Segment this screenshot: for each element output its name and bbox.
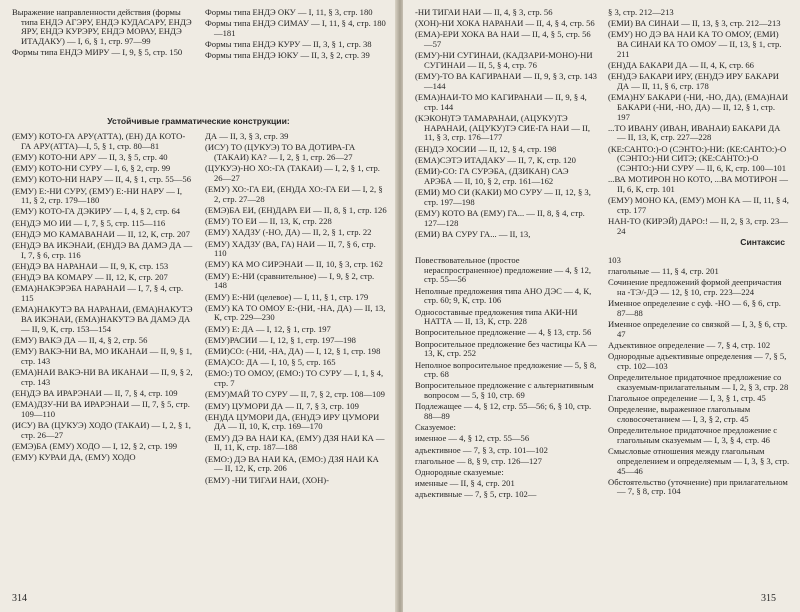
index-entry: Обстоятельство (уточнение) при прилагательном — 7, § 8, стр. 104: [608, 476, 788, 497]
index-entry: 103: [608, 255, 621, 265]
index-entry: Именное определение с суф. -НО — 6, § 6, стр. 87—88: [608, 298, 781, 319]
index-entry: (ЕМУ) КУРАИ ДА, (ЕМУ) ХОДО: [12, 452, 136, 463]
index-entry: (ЕМУ) Е:-НИ СУРУ, (ЕМУ) Е:-НИ НАРУ — I, 11, § 2, стр. 179—180: [12, 185, 183, 206]
index-entry: (ЕМУ)-ТО ВА КАГИРАНАИ — II, 9, § 3, стр. 143—144: [415, 71, 597, 91]
index-entry: адъективное — 7, § 3, стр. 101—102: [415, 444, 548, 455]
index-entry: (ЕМУ) ВАКЭ-НИ ВА, МО ИКАНАИ — II, 9, § 1, стр. 143: [12, 346, 193, 366]
index-entry: (ЕМА)НАИ ВАКЭ-НИ ВА ИКАНАИ — II, 9, § 2, стр. 143: [12, 366, 193, 387]
index-entry: (ЕМУ) ДЭ ВА НАИ КА, (ЕМУ) ДЗЯ НАИ КА — II, 11, К, стр. 187—188: [205, 432, 385, 453]
index-entry: (ЕН)ДЭ ВА ИРАРЭНАИ — II, 7, § 4, стр. 109: [12, 387, 178, 398]
index-entry: (ЕМИ) ВА СУРУ ГА... — II, 13,: [415, 228, 531, 239]
index-entry: Определение, выраженное глагольным словосочетанием — I, 3, § 2, стр. 45: [608, 404, 751, 425]
index-entry: именные — II, § 4, стр. 201: [415, 478, 515, 489]
index-entry: (ЕМЭ)БА ЕИ, (ЕН)ДАРА ЕИ — II, 8, § 1, стр. 126: [205, 204, 387, 215]
index-entry: Сочинение предложений формой деепричастия на -ТЭ/-ДЭ — 12, § 10, стр. 223—224: [608, 277, 782, 298]
index-entry: (ЕН)ДЭ ВА КОМАРУ — II, 12, К, стр. 207: [12, 272, 168, 283]
index-entry: Вопросительное предложение без частицы КА — 13, К, стр. 252: [415, 338, 597, 359]
index-entry: глагольное — 8, § 9, стр. 126—127: [415, 455, 542, 466]
left-page: [0, 0, 397, 612]
index-entry: (ЦУКУЭ)-НО ХО:-ГА (ТАКАИ) — I, 2, § 1, стр. 26—27: [205, 163, 380, 183]
index-entry: (ЕМА)НУ БАКАРИ (-НИ, -НО, ДА), (ЕМА)НАИ БАКАРИ (-НИ, -НО, ДА) — II, 12, § 1, стр. 197: [608, 92, 789, 122]
index-entry: Определительное придаточное предложение со сказуемым-прилагательным — I, 2, § 3, стр. 28: [608, 372, 789, 392]
index-entry: (ЕМА)СЭТЭ ИТАДАКУ — II, 7, К, стр. 120: [415, 154, 576, 165]
index-entry: (ЕН)ДА ЦУМОРИ ДА, (ЕН)ДЭ ИРУ ЦУМОРИ ДА — II, 10, К, стр. 169—170: [205, 411, 380, 432]
index-entry: (ЕМУ) Е:-НИ (сравнительное) — I, 9, § 2, стр. 148: [205, 270, 375, 291]
index-entry: (ЕМИ)СО: (-НИ, -НА, ДА) — I, 12, § 1, стр. 198: [205, 346, 381, 357]
right-lower-column-1: [415, 256, 597, 502]
index-entry: (ЕМО:) ДЭ ВА НАИ КА, (ЕМО:) ДЗЯ НАИ КА — II, 12, К, стр. 206: [205, 453, 379, 474]
index-entry: (ЕН)ДЭ МО ИИ — I, 7, § 5, стр. 115—116: [12, 217, 166, 228]
index-entry: (КЕ:САНТО:)-О (СЭНТО:)-НИ: (КЕ:САНТО:)-О (СЭНТО:)-НИ СИТЭ; (КЕ:САНТО:)-О (СЭНТО:)-НИ СУРУ — II, 6, К, стр. 100—101: [608, 143, 787, 174]
index-entry: (ЕН)ДЭ ВА ИКЭНАИ, (ЕН)ДЭ ВА ДАМЭ ДА — I, 7, § 6, стр. 116: [12, 240, 193, 260]
index-entry: Вопросительное предложение — 4, § 13, стр. 56: [415, 327, 592, 338]
index-entry: (ЕМИ)-СО: ГА СУРЭБА, (ДЗИКАН) САЭ АРЭБА — II, 10, § 2, стр. 161—162: [415, 166, 569, 186]
index-entry: НАН-ТО (КИРЭЙ) ДАРО:! — II, 2, § 3, стр. 23—24: [608, 216, 788, 236]
page-number-left: 314: [12, 593, 27, 604]
left-column-2: [205, 132, 387, 487]
index-entry: Однородные адъективные определения — 7, § 5, стр. 102—103: [608, 351, 787, 372]
index-entry: адъективные — 7, § 5, стр. 102—: [415, 489, 537, 500]
right-page: [403, 0, 800, 612]
index-entry: (ЕМУ) ЦУМОРИ ДА — II, 7, § 3, стр. 109: [205, 400, 359, 411]
index-entry: (ЕМУ) КОТО-ГА АРУ(АТТА), (ЕН) ДА КОТО-ГА АРУ(АТТА)—I, 5, § 1, стр. 80—81: [12, 131, 186, 151]
index-entry: Односоставные предложения типа АКИ-НИ НАТТА — II, 13, К, стр. 228: [415, 306, 578, 327]
index-entry: (ЕМА)ДЗУ-НИ ВА ИРАРЭНАИ — II, 7, § 5, стр. 109—110: [12, 399, 190, 419]
index-entry: (ЕМУ) КОТО-ГА ДЭКИРУ — I, 4, § 2, стр. 64: [12, 206, 181, 217]
page-number-right: 315: [761, 593, 776, 604]
index-entry: Формы типа ЕНДЭ ОКУ — I, 11, § 3, стр. 180: [205, 7, 373, 17]
index-entry: (ЕМУ)РАСИИ — I, 12, § 1, стр. 197—198: [205, 334, 356, 345]
index-entry: (ЕМА)-ЕРИ ХОКА ВА НАИ — II, 4, § 5, стр. 56—57: [415, 29, 591, 50]
index-entry: (ЕМА)НАКУТЭ ВА НАРАНАИ, (ЕМА)НАКУТЭ ВА ИКЭНАИ, (ЕМА)НАКУТЭ ВА ДАМЭ ДА — II, 9, К, стр. 153—154: [12, 304, 193, 334]
index-entry: (ХОН)-НИ ХОКА НАРАНАИ — II, 4, § 4, стр. 56: [415, 18, 595, 29]
index-entry: Неполное вопросительное предложение — 5, § 8, стр. 68: [415, 359, 597, 380]
section-title-constructions: Устойчивые грамматические конструкции:: [107, 116, 290, 126]
index-entry: Формы типа ЕНДЭ ЮКУ — II, 3, § 2, стр. 39: [205, 50, 370, 61]
index-entry: (ЕМУ) КОТО-НИ СУРУ — I, 6, § 2, стр. 99: [12, 163, 171, 174]
index-entry: (ЕМИ) ВА СИНАИ — II, 13, § 3, стр. 212—213: [608, 18, 781, 29]
index-entry: (ЕМА)НАИ-ТО МО КАГИРАНАИ — II, 9, § 4, стр. 144: [415, 92, 587, 112]
index-entry: (ЕМИ) МО СИ (КАКИ) МО СУРУ — II, 12, § 3, стр. 197—198: [415, 186, 591, 207]
index-entry: (КЭКОН)ТЭ ТАМАРАНАИ, (АЦУКУ)ТЭ НАРАНАИ, (АЦУКУ)ТЭ СИЕ-ГА НАИ — II, 11, § 3, стр. 176—177: [415, 113, 590, 143]
index-entry: Формы типа ЕНДЭ МИРУ — I, 9, § 5, стр. 150: [12, 47, 183, 58]
index-entry: Глагольное определение — I, 3, § 1, стр. 45: [608, 393, 766, 404]
index-entry: (ЕМУ) Е:-НИ (целевое) — I, 11, § 1, стр. 179: [205, 291, 369, 302]
index-entry: (ЕН)ДЭ МО КАМАВАНАИ — II, 12, К, стр. 207: [12, 228, 190, 239]
index-entry: Повествовательное (простое нераспространенное) предложение — 4, § 12, стр. 55—56: [415, 255, 592, 285]
index-entry: ...ТО ИВАНУ (ИВАН, ИВАНАИ) БАКАРИ ДА — II, 13, К, стр. 227—228: [608, 122, 781, 143]
index-entry: (ЕМУ) ХАДЗУ (-НО, ДА) — II, 2, § 1, стр. 22: [205, 227, 372, 238]
index-entry: (ЕМУ) НО ДЭ ВА НАИ КА ТО ОМОУ, (ЕМИ) ВА СИНАИ КА ТО ОМОУ — II, 13, § 1, стр. 211: [608, 29, 782, 59]
index-entry: (ЕМУ) КОТО-НИ АРУ — II, 3, § 5, стр. 40: [12, 151, 168, 162]
index-entry: Адъективное определение — 7, § 4, стр. 102: [608, 340, 771, 351]
index-entry: (ЕМУ)-НИ СУГИНАИ, (КАДЗАРИ-МОНО)-НИ СУГИНАИ — II, 5, § 4, стр. 76: [415, 50, 593, 71]
index-entry: Именное определение со связкой — I, 3, § 6, стр. 47: [608, 319, 788, 339]
index-entry: (ЕН)ДЭ БАКАРИ ИРУ, (ЕН)ДЭ ИРУ БАКАРИ ДА — II, 11, § 6, стр. 178: [608, 71, 779, 91]
index-entry: (ЕМУ) КОТО-НИ НАРУ — II, 4, § 1, стр. 55—56: [12, 174, 191, 185]
index-entry: § 3, стр. 212—213: [608, 7, 674, 17]
right-column-1: [415, 8, 597, 241]
index-entry: Смысловые отношения между глагольным определением и определяемым — I, 3, § 3, стр. 45—46: [608, 446, 790, 476]
index-entry: Выражение направленности действия (формы типа ЕНДЭ АГЭРУ, ЕНДЭ КУДАСАРУ, ЕНДЭ ЯРУ, ЕНДЭ КУРЭРУ, ЕНДЭ МОРАУ, ЕНДЭ ИТАДАКУ) — I, 6, § 1, стр. 97—99: [12, 7, 192, 47]
index-entry: (ЕМУ) Е: ДА — I, 12, § 1, стр. 197: [205, 323, 331, 334]
index-entry: (ЕМУ) КА МО СИРЭНАИ — II, 10, § 3, стр. 162: [205, 259, 383, 270]
index-entry: Подлежащее — 4, § 12, стр. 55—56; 6, § 10, стр. 88—89: [415, 401, 592, 422]
index-entry: (ЕМУ) ХО:-ГА ЕИ, (ЕН)ДА ХО:-ГА ЕИ — I, 2, § 2, стр. 27—28: [205, 184, 383, 204]
index-entry: (ЕМЭ)БА (ЕМУ) ХОДО — I, 12, § 2, стр. 199: [12, 440, 178, 451]
index-entry: ДА — II, 3, § 3, стр. 39: [205, 131, 289, 141]
left-top-column-1: [12, 8, 194, 60]
index-entry: (ЕМУ) ХАДЗУ (ВА, ГА) НАИ — II, 7, § 6, стр. 110: [205, 238, 376, 259]
index-entry: (ЕМУ) МОНО КА, (ЕМУ) МОН КА — II, 11, § 4, стр. 177: [608, 195, 789, 215]
section-title-syntax: Синтаксис: [740, 237, 785, 247]
left-column-1: [12, 132, 194, 464]
index-entry: Сказуемое:: [415, 422, 456, 433]
index-entry: (ЕМУ) ТО ЕИ — II, 13, К, стр. 228: [205, 216, 332, 227]
index-entry: (ЕМУ) КА ТО ОМОУ Е:-(НИ, -НА, ДА) — II, 13, К, стр. 229—230: [205, 302, 386, 323]
right-lower-column-2: [608, 256, 790, 499]
right-column-2: [608, 8, 790, 238]
index-entry: (ЕМА)СО: ДА — I, 10, § 5, стр. 165: [205, 357, 336, 368]
index-entry: -НИ ТИГАИ НАИ — II, 4, § 3, стр. 56: [415, 7, 553, 17]
index-entry: (ИСУ) ВА (ЦУКУЭ) ХОДО (ТАКАИ) — I, 2, § 1, стр. 26—27: [12, 419, 191, 440]
index-entry: ...ВА МОТИРОН НО КОТО, ...ВА МОТИРОН — II, 6, К, стр. 101: [608, 174, 788, 194]
index-entry: Однородные сказуемые:: [415, 467, 504, 478]
index-entry: (ЕМУ)МАЙ ТО СУРУ — II, 7, § 2, стр. 108—109: [205, 389, 385, 400]
index-entry: (ЕМО:) ТО ОМОУ, (ЕМО:) ТО СУРУ — I, 1, § 4, стр. 7: [205, 368, 384, 389]
index-entry: глагольные — 11, § 4, стр. 201: [608, 266, 719, 277]
index-entry: Формы типа ЕНДЭ КУРУ — II, 3, § 1, стр. 38: [205, 39, 372, 50]
left-top-column-2: [205, 8, 387, 63]
index-entry: (ЕМУ) ВАКЭ ДА — II, 4, § 2, стр. 56: [12, 334, 148, 345]
index-entry: Определительное придаточное предложение с глагольным сказуемым — I, 3, § 4, стр. 46: [608, 425, 778, 445]
index-entry: Вопросительное предложение с альтернативным вопросом — 5, § 10, стр. 69: [415, 380, 594, 401]
index-entry: именное — 4, § 12, стр. 55—56: [415, 433, 530, 444]
index-entry: Неполные предложения типа АНО ДЭС — 4, К, стр. 60; 9, К, стр. 106: [415, 285, 592, 306]
index-entry: (ЕН)ДА БАКАРИ ДА — II, 4, К, стр. 66: [608, 60, 754, 71]
index-entry: (ЕН)ДЭ ХОСИИ — II, 12, § 4, стр. 198: [415, 143, 557, 154]
index-entry: (ЕМУ) КОТО ВА (ЕМУ) ГА... — II, 8, § 4, стр. 127—128: [415, 207, 585, 228]
index-entry: (ЕМУ) -НИ ТИГАИ НАИ, (ХОН)-: [205, 474, 329, 485]
index-entry: (ЕН)ДЭ ВА НАРАНАИ — II, 9, К, стр. 153: [12, 260, 169, 271]
index-entry: (ЕМА)НАКЭРЭБА НАРАНАИ — I, 7, § 4, стр. 115: [12, 283, 184, 304]
index-entry: Формы типа ЕНДЭ СИМАУ — I, 11, § 4, стр. 180—181: [205, 18, 386, 38]
index-entry: (ИСУ) ТО (ЦУКУЭ) ТО ВА ДОТИРА-ГА (ТАКАИ) КА? — I, 2, § 1, стр. 26—27: [205, 142, 356, 162]
